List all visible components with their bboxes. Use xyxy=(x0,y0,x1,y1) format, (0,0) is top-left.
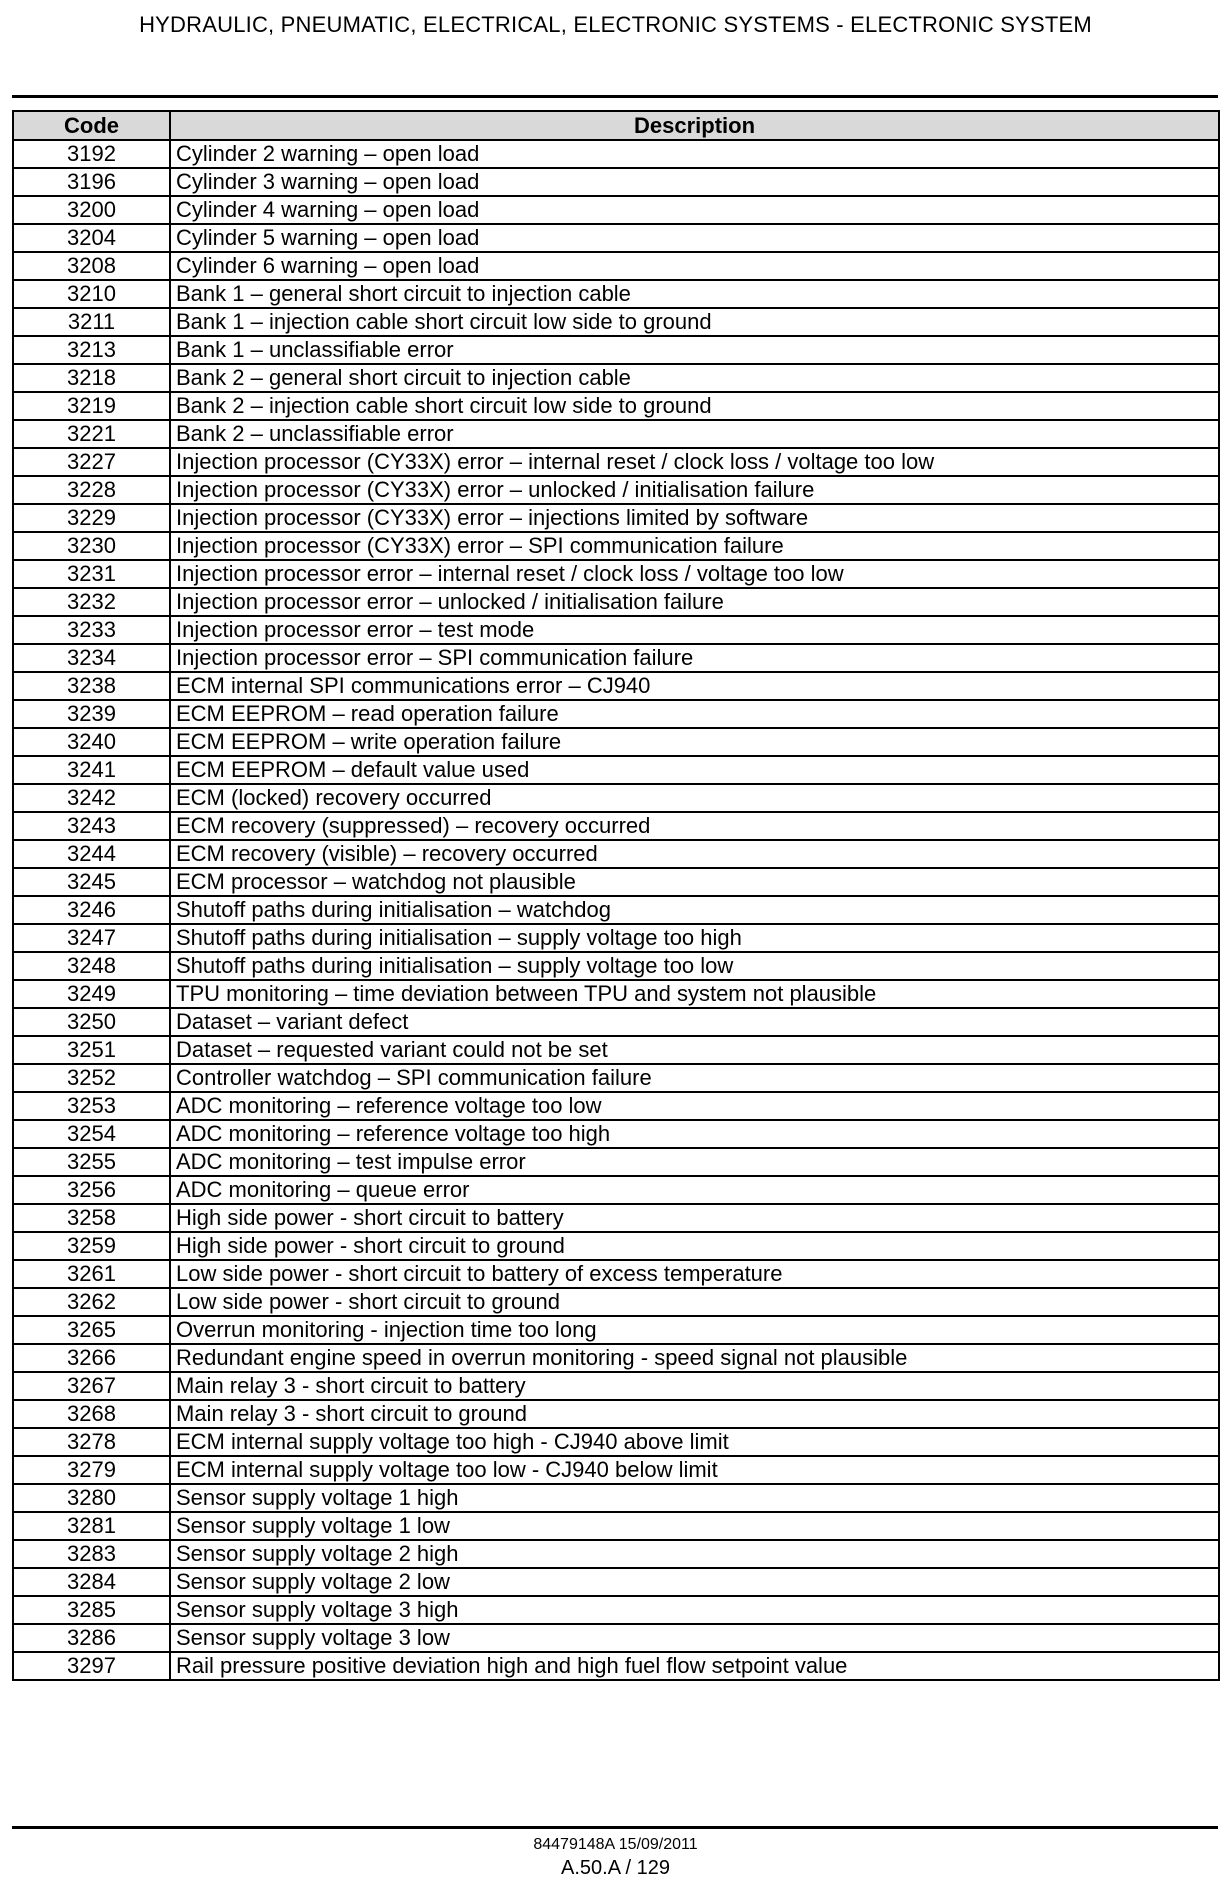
error-description-cell: Injection processor error – unlocked / initialisation failure xyxy=(170,588,1219,616)
table-row xyxy=(13,1596,1219,1624)
table-row xyxy=(13,420,1219,448)
table-row xyxy=(13,756,1219,784)
error-description-cell: ECM internal SPI communications error – CJ940 xyxy=(170,672,1219,700)
error-description-cell: Controller watchdog – SPI communication failure xyxy=(170,1064,1219,1092)
error-description-cell: High side power - short circuit to battery xyxy=(170,1204,1219,1232)
error-code-cell: 3262 xyxy=(13,1288,170,1316)
error-description-cell: Rail pressure positive deviation high and high fuel flow setpoint value xyxy=(170,1652,1219,1680)
error-description-cell: Shutoff paths during initialisation – supply voltage too low xyxy=(170,952,1219,980)
error-code-cell: 3250 xyxy=(13,1008,170,1036)
table-row xyxy=(13,1176,1219,1204)
error-code-cell: 3252 xyxy=(13,1064,170,1092)
error-code-cell: 3249 xyxy=(13,980,170,1008)
table-row xyxy=(13,672,1219,700)
table-row xyxy=(13,1008,1219,1036)
error-code-cell: 3258 xyxy=(13,1204,170,1232)
error-code-cell: 3244 xyxy=(13,840,170,868)
table-row xyxy=(13,952,1219,980)
error-code-cell: 3286 xyxy=(13,1624,170,1652)
table-row xyxy=(13,532,1219,560)
error-code-cell: 3265 xyxy=(13,1316,170,1344)
error-description-cell: Main relay 3 - short circuit to ground xyxy=(170,1400,1219,1428)
table-row xyxy=(13,1288,1219,1316)
table-row xyxy=(13,448,1219,476)
error-description-cell: Cylinder 6 warning – open load xyxy=(170,252,1219,280)
table-row xyxy=(13,196,1219,224)
table-row xyxy=(13,1344,1219,1372)
error-description-cell: ECM processor – watchdog not plausible xyxy=(170,868,1219,896)
error-description-cell: Bank 2 – general short circuit to injection cable xyxy=(170,364,1219,392)
table-row xyxy=(13,476,1219,504)
table-row xyxy=(13,364,1219,392)
table-row xyxy=(13,1316,1219,1344)
error-code-cell: 3285 xyxy=(13,1596,170,1624)
error-code-cell: 3267 xyxy=(13,1372,170,1400)
error-description-cell: ECM recovery (visible) – recovery occurred xyxy=(170,840,1219,868)
error-description-cell: TPU monitoring – time deviation between TPU and system not plausible xyxy=(170,980,1219,1008)
error-description-cell: ADC monitoring – test impulse error xyxy=(170,1148,1219,1176)
error-code-cell: 3234 xyxy=(13,644,170,672)
error-code-cell: 3229 xyxy=(13,504,170,532)
error-code-cell: 3278 xyxy=(13,1428,170,1456)
error-code-cell: 3297 xyxy=(13,1652,170,1680)
table-row xyxy=(13,1540,1219,1568)
error-description-cell: ECM EEPROM – write operation failure xyxy=(170,728,1219,756)
error-code-cell: 3243 xyxy=(13,812,170,840)
table-row xyxy=(13,812,1219,840)
header-divider xyxy=(12,95,1218,98)
error-description-cell: ECM EEPROM – default value used xyxy=(170,756,1219,784)
error-description-cell: ECM internal supply voltage too high - CJ940 above limit xyxy=(170,1428,1219,1456)
table-row xyxy=(13,252,1219,280)
error-code-cell: 3213 xyxy=(13,336,170,364)
error-description-cell: Overrun monitoring - injection time too long xyxy=(170,1316,1219,1344)
table-row xyxy=(13,1428,1219,1456)
error-description-cell: Sensor supply voltage 1 high xyxy=(170,1484,1219,1512)
error-description-cell: Redundant engine speed in overrun monitoring - speed signal not plausible xyxy=(170,1344,1219,1372)
error-description-cell: Injection processor (CY33X) error – SPI communication failure xyxy=(170,532,1219,560)
table-row xyxy=(13,588,1219,616)
error-description-cell: Sensor supply voltage 2 low xyxy=(170,1568,1219,1596)
error-description-cell: ECM EEPROM – read operation failure xyxy=(170,700,1219,728)
error-code-cell: 3245 xyxy=(13,868,170,896)
column-header-description: Description xyxy=(170,111,1219,140)
table-row xyxy=(13,728,1219,756)
table-row xyxy=(13,1036,1219,1064)
error-description-cell: Cylinder 3 warning – open load xyxy=(170,168,1219,196)
table-row xyxy=(13,140,1219,168)
error-code-cell: 3240 xyxy=(13,728,170,756)
error-code-cell: 3227 xyxy=(13,448,170,476)
error-code-cell: 3259 xyxy=(13,1232,170,1260)
error-code-cell: 3255 xyxy=(13,1148,170,1176)
error-code-cell: 3196 xyxy=(13,168,170,196)
error-description-cell: Bank 1 – injection cable short circuit low side to ground xyxy=(170,308,1219,336)
error-description-cell: Dataset – requested variant could not be set xyxy=(170,1036,1219,1064)
error-code-cell: 3253 xyxy=(13,1092,170,1120)
table-row xyxy=(13,868,1219,896)
error-code-cell: 3254 xyxy=(13,1120,170,1148)
table-row xyxy=(13,616,1219,644)
error-code-cell: 3251 xyxy=(13,1036,170,1064)
table-header-row xyxy=(13,111,1219,140)
error-description-cell: Dataset – variant defect xyxy=(170,1008,1219,1036)
error-code-cell: 3261 xyxy=(13,1260,170,1288)
error-code-cell: 3231 xyxy=(13,560,170,588)
error-code-cell: 3283 xyxy=(13,1540,170,1568)
table-row xyxy=(13,924,1219,952)
table-row xyxy=(13,1652,1219,1680)
table-row xyxy=(13,784,1219,812)
error-code-cell: 3211 xyxy=(13,308,170,336)
error-code-cell: 3233 xyxy=(13,616,170,644)
page-title: HYDRAULIC, PNEUMATIC, ELECTRICAL, ELECTRONIC SYSTEMS - ELECTRONIC SYSTEM xyxy=(139,12,1092,37)
table-row xyxy=(13,980,1219,1008)
error-description-cell: ECM recovery (suppressed) – recovery occurred xyxy=(170,812,1219,840)
error-description-cell: ADC monitoring – reference voltage too low xyxy=(170,1092,1219,1120)
table-row xyxy=(13,644,1219,672)
table-row xyxy=(13,336,1219,364)
error-code-cell: 3281 xyxy=(13,1512,170,1540)
error-code-cell: 3221 xyxy=(13,420,170,448)
error-description-cell: Injection processor error – SPI communication failure xyxy=(170,644,1219,672)
table-row xyxy=(13,560,1219,588)
table-row xyxy=(13,1232,1219,1260)
error-code-cell: 3248 xyxy=(13,952,170,980)
error-description-cell: Low side power - short circuit to ground xyxy=(170,1288,1219,1316)
error-description-cell: Injection processor (CY33X) error – internal reset / clock loss / voltage too low xyxy=(170,448,1219,476)
error-description-cell: Cylinder 4 warning – open load xyxy=(170,196,1219,224)
table-row xyxy=(13,392,1219,420)
error-description-cell: Injection processor error – internal reset / clock loss / voltage too low xyxy=(170,560,1219,588)
error-code-cell: 3280 xyxy=(13,1484,170,1512)
table-row xyxy=(13,308,1219,336)
error-code-cell: 3219 xyxy=(13,392,170,420)
error-description-cell: Cylinder 2 warning – open load xyxy=(170,140,1219,168)
table-row xyxy=(13,1624,1219,1652)
error-description-cell: Injection processor (CY33X) error – unlocked / initialisation failure xyxy=(170,476,1219,504)
error-description-cell: Bank 2 – unclassifiable error xyxy=(170,420,1219,448)
error-description-cell: Cylinder 5 warning – open load xyxy=(170,224,1219,252)
table-row xyxy=(13,504,1219,532)
table-row xyxy=(13,1400,1219,1428)
column-header-code: Code xyxy=(13,111,170,140)
error-code-cell: 3200 xyxy=(13,196,170,224)
table-body xyxy=(13,140,1219,1680)
table-row xyxy=(13,1260,1219,1288)
error-code-cell: 3242 xyxy=(13,784,170,812)
table-row xyxy=(13,1372,1219,1400)
error-code-cell: 3192 xyxy=(13,140,170,168)
error-code-table xyxy=(12,110,1220,1681)
table-row xyxy=(13,1484,1219,1512)
error-description-cell: ADC monitoring – queue error xyxy=(170,1176,1219,1204)
document-reference: 84479148A 15/09/2011 xyxy=(533,1836,698,1853)
error-code-cell: 3284 xyxy=(13,1568,170,1596)
table-row xyxy=(13,700,1219,728)
error-description-cell: ADC monitoring – reference voltage too high xyxy=(170,1120,1219,1148)
error-description-cell: Injection processor error – test mode xyxy=(170,616,1219,644)
error-description-cell: Sensor supply voltage 3 high xyxy=(170,1596,1219,1624)
error-code-cell: 3218 xyxy=(13,364,170,392)
error-description-cell: Bank 1 – unclassifiable error xyxy=(170,336,1219,364)
error-description-cell: Sensor supply voltage 2 high xyxy=(170,1540,1219,1568)
error-description-cell: Sensor supply voltage 1 low xyxy=(170,1512,1219,1540)
error-code-cell: 3228 xyxy=(13,476,170,504)
error-description-cell: Low side power - short circuit to battery of excess temperature xyxy=(170,1260,1219,1288)
table-row xyxy=(13,280,1219,308)
error-description-cell: Main relay 3 - short circuit to battery xyxy=(170,1372,1219,1400)
footer-divider xyxy=(12,1826,1218,1829)
error-code-cell: 3268 xyxy=(13,1400,170,1428)
table-row xyxy=(13,1148,1219,1176)
table-row xyxy=(13,1064,1219,1092)
error-description-cell: ECM internal supply voltage too low - CJ940 below limit xyxy=(170,1456,1219,1484)
error-code-cell: 3266 xyxy=(13,1344,170,1372)
table-row xyxy=(13,1204,1219,1232)
error-code-cell: 3279 xyxy=(13,1456,170,1484)
table-row xyxy=(13,840,1219,868)
error-description-cell: ECM (locked) recovery occurred xyxy=(170,784,1219,812)
error-description-cell: High side power - short circuit to ground xyxy=(170,1232,1219,1260)
error-description-cell: Shutoff paths during initialisation – supply voltage too high xyxy=(170,924,1219,952)
error-code-cell: 3256 xyxy=(13,1176,170,1204)
error-description-cell: Sensor supply voltage 3 low xyxy=(170,1624,1219,1652)
table-row xyxy=(13,1568,1219,1596)
table-row xyxy=(13,1092,1219,1120)
error-code-cell: 3247 xyxy=(13,924,170,952)
error-description-cell: Bank 2 – injection cable short circuit low side to ground xyxy=(170,392,1219,420)
page-number: A.50.A / 129 xyxy=(561,1857,670,1879)
error-code-cell: 3246 xyxy=(13,896,170,924)
table-row xyxy=(13,1456,1219,1484)
error-description-cell: Injection processor (CY33X) error – injections limited by software xyxy=(170,504,1219,532)
table-row xyxy=(13,896,1219,924)
error-code-cell: 3232 xyxy=(13,588,170,616)
error-code-cell: 3230 xyxy=(13,532,170,560)
table-row xyxy=(13,168,1219,196)
table-row xyxy=(13,1120,1219,1148)
table-row xyxy=(13,224,1219,252)
error-description-cell: Bank 1 – general short circuit to injection cable xyxy=(170,280,1219,308)
error-code-cell: 3238 xyxy=(13,672,170,700)
error-description-cell: Shutoff paths during initialisation – watchdog xyxy=(170,896,1219,924)
error-code-cell: 3204 xyxy=(13,224,170,252)
error-code-cell: 3239 xyxy=(13,700,170,728)
error-code-cell: 3208 xyxy=(13,252,170,280)
table-row xyxy=(13,1512,1219,1540)
error-code-cell: 3241 xyxy=(13,756,170,784)
error-code-cell: 3210 xyxy=(13,280,170,308)
